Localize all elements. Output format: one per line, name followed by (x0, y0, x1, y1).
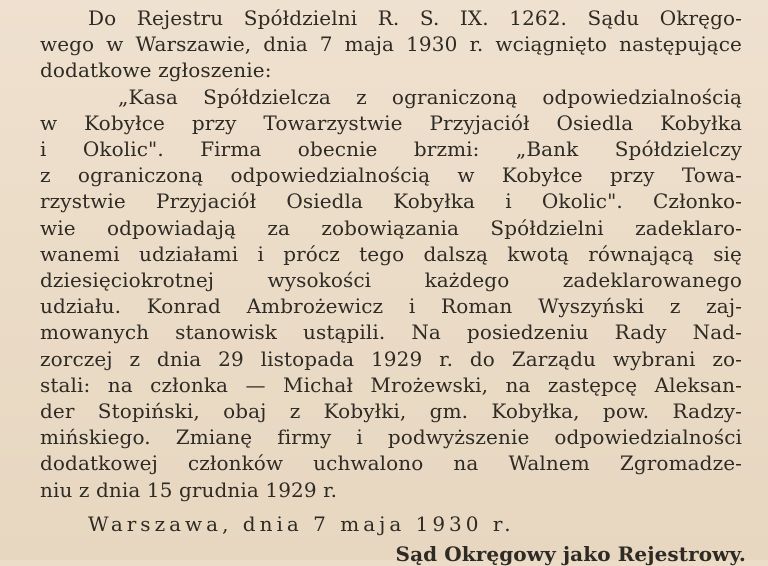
paragraph-line-7: z ograniczoną odpowiedzialnością w Kobyłce przy Towa- (40, 163, 742, 188)
paragraph-line-6: i Okolic". Firma obecnie brzmi: „Bank Spółdzielczy (40, 137, 742, 161)
paragraph-line-4: „Kasa Spółdzielcza z ograniczoną odpowiedzialnością (118, 84, 742, 109)
paragraph-line-8: rzystwie Przyjaciół Osiedla Kobyłka i Okolic". Członko- (40, 189, 742, 214)
paragraph-line-1: Do Rejestru Spółdzielni R. S. IX. 1262. Sądu Okręgo- (88, 6, 742, 30)
paragraph-line-11: dziesięciokrotnej wysokości każdego zadeklarowanego (40, 268, 742, 292)
paragraph-line-5: w Kobyłce przy Towarzystwie Przyjaciół Osiedla Kobyłka (40, 110, 742, 135)
place-date-line: Warszawa, dnia 7 maja 1930 r. (88, 511, 515, 536)
paragraph-line-18: dodatkowej członków uchwalono na Walnem Zgromadze- (40, 451, 742, 476)
signature-line: Sąd Okręgowy jako Rejestrowy. (395, 541, 746, 566)
paragraph-line-2: wego w Warszawie, dnia 7 maja 1930 r. wciągnięto następujące (40, 32, 742, 57)
paragraph-line-17: mińskiego. Zmianę firmy i podwyższenie odpowiedzialności (40, 425, 742, 450)
paragraph-line-14: zorczej z dnia 29 listopada 1929 r. do Zarządu wybrani zo- (40, 346, 742, 371)
paragraph-line-13: mowanych stanowisk ustąpili. Na posiedzeniu Rady Nad- (40, 320, 742, 345)
paragraph-line-3: dodatkowe zgłoszenie: (40, 58, 272, 83)
paragraph-line-9: wie odpowiadają za zobowiązania Spółdzielni zadeklaro- (40, 215, 742, 240)
paragraph-line-12: udziału. Konrad Ambrożewicz i Roman Wyszyński z zaj- (40, 294, 742, 319)
paragraph-line-10: wanemi udziałami i prócz tego dalszą kwotą równającą się (40, 241, 742, 266)
paragraph-line-15: stali: na członka — Michał Mrożewski, na zastępcę Aleksan- (40, 372, 742, 397)
paragraph-line-16: der Stopiński, obaj z Kobyłki, gm. Kobyłka, pow. Radzy- (40, 399, 742, 423)
paragraph-line-19: niu z dnia 15 grudnia 1929 r. (40, 477, 338, 502)
